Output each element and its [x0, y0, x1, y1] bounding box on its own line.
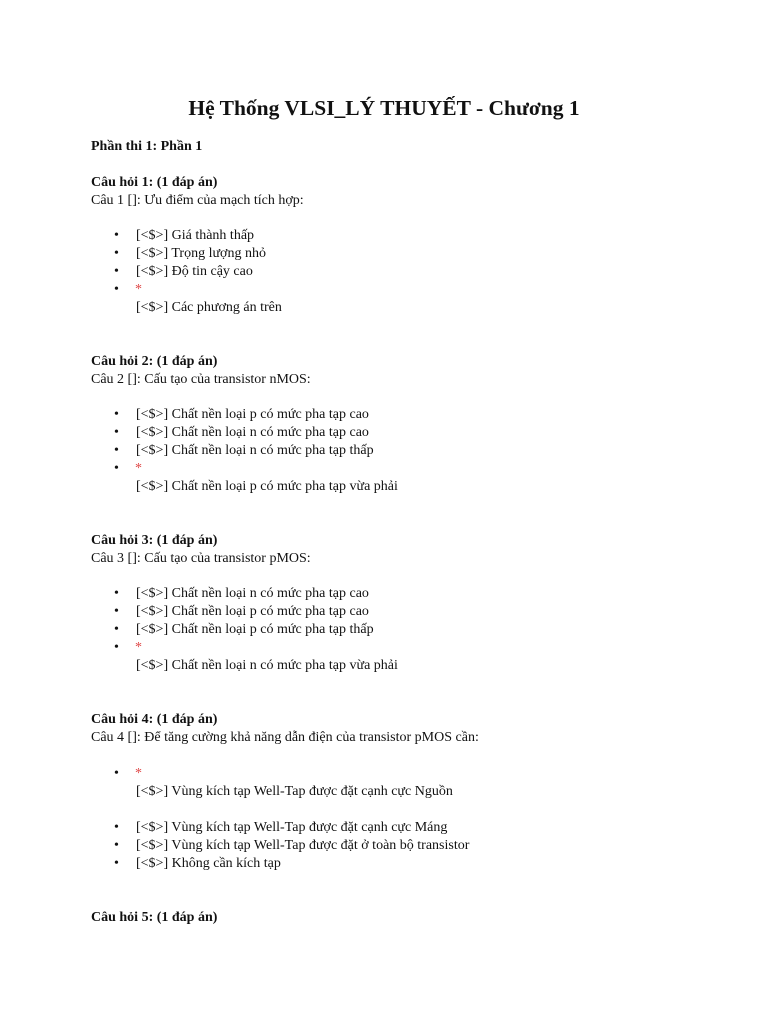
answer-text: [<$>] Độ tin cậy cao — [136, 264, 253, 279]
bullet-icon: • — [114, 604, 119, 619]
correct-answer-marker: * — [135, 461, 142, 476]
bullet-icon: • — [114, 586, 119, 601]
bullet-icon: • — [114, 622, 119, 637]
correct-answer-marker: * — [135, 766, 142, 781]
bullet-icon: • — [114, 443, 119, 458]
bullet-icon: • — [114, 407, 119, 422]
answer-option — [114, 819, 731, 837]
correct-answer: [<$>] Chất nền loại n có mức pha tạp vừa phải — [136, 658, 398, 673]
answer-option — [114, 245, 731, 263]
answer-option — [114, 855, 731, 873]
answer-text: [<$>] Chất nền loại p có mức pha tạp cao — [136, 407, 369, 422]
bullet-icon: • — [114, 228, 119, 243]
answer-option — [114, 227, 731, 245]
answer-text: [<$>] Vùng kích tạp Well-Tap được đặt cạnh cực Máng — [136, 820, 448, 835]
answer-option — [114, 424, 731, 442]
answer-option — [114, 406, 731, 424]
question-3 — [91, 532, 731, 675]
question-prompt: Câu 4 []: Để tăng cường khả năng dẫn điện của transistor pMOS cần: — [91, 730, 479, 745]
question-prompt: Câu 1 []: Ưu điểm của mạch tích hợp: — [91, 193, 304, 208]
bullet-icon: • — [114, 264, 119, 279]
answer-text: [<$>] Chất nền loại p có mức pha tạp thấp — [136, 622, 374, 637]
bullet-icon: • — [114, 282, 119, 297]
question-heading: Câu hỏi 4: (1 đáp án) — [91, 712, 218, 727]
answer-option — [114, 585, 731, 603]
question-prompt: Câu 3 []: Cấu tạo của transistor pMOS: — [91, 551, 311, 566]
answer-text: [<$>] Chất nền loại n có mức pha tạp thấp — [136, 443, 374, 458]
answer-text: [<$>] Vùng kích tạp Well-Tap được đặt ở toàn bộ transistor — [136, 838, 470, 853]
answer-text: [<$>] Không cần kích tạp — [136, 856, 281, 871]
answer-text: [<$>] Chất nền loại p có mức pha tạp cao — [136, 604, 369, 619]
answer-option — [114, 263, 731, 281]
bullet-icon: • — [114, 820, 119, 835]
correct-answer: [<$>] Các phương án trên — [136, 300, 282, 315]
question-heading: Câu hỏi 3: (1 đáp án) — [91, 533, 218, 548]
question-heading: Câu hỏi 1: (1 đáp án) — [91, 175, 218, 190]
section-heading: Phần thi 1: Phần 1 — [91, 139, 203, 154]
answer-text: [<$>] Trọng lượng nhỏ — [136, 246, 266, 261]
bullet-icon: • — [114, 640, 119, 655]
correct-answer: [<$>] Chất nền loại p có mức pha tạp vừa phải — [136, 479, 398, 494]
bullet-icon: • — [114, 425, 119, 440]
question-1 — [91, 174, 731, 317]
question-2 — [91, 353, 731, 496]
answer-text: [<$>] Chất nền loại n có mức pha tạp cao — [136, 586, 369, 601]
answer-text: [<$>] Giá thành thấp — [136, 228, 255, 243]
bullet-icon: • — [114, 461, 119, 476]
question-4 — [91, 711, 731, 873]
answer-option — [114, 603, 731, 621]
bullet-icon: • — [114, 856, 119, 871]
correct-answer-marker: * — [135, 282, 142, 297]
bullet-icon: • — [114, 246, 119, 261]
bullet-icon: • — [114, 838, 119, 853]
document-title: Hệ Thống VLSI_LÝ THUYẾT - Chương 1 — [188, 96, 580, 120]
correct-answer-marker: * — [135, 640, 142, 655]
question-5 — [91, 909, 731, 927]
question-heading: Câu hỏi 2: (1 đáp án) — [91, 354, 218, 369]
question-prompt: Câu 2 []: Cấu tạo của transistor nMOS: — [91, 372, 311, 387]
answer-option — [114, 442, 731, 460]
correct-answer: [<$>] Vùng kích tạp Well-Tap được đặt cạnh cực Nguồn — [136, 784, 453, 799]
answer-option — [114, 837, 731, 855]
bullet-icon: • — [114, 766, 119, 781]
question-heading: Câu hỏi 5: (1 đáp án) — [91, 910, 218, 925]
answer-text: [<$>] Chất nền loại n có mức pha tạp cao — [136, 425, 369, 440]
answer-option — [114, 621, 731, 639]
